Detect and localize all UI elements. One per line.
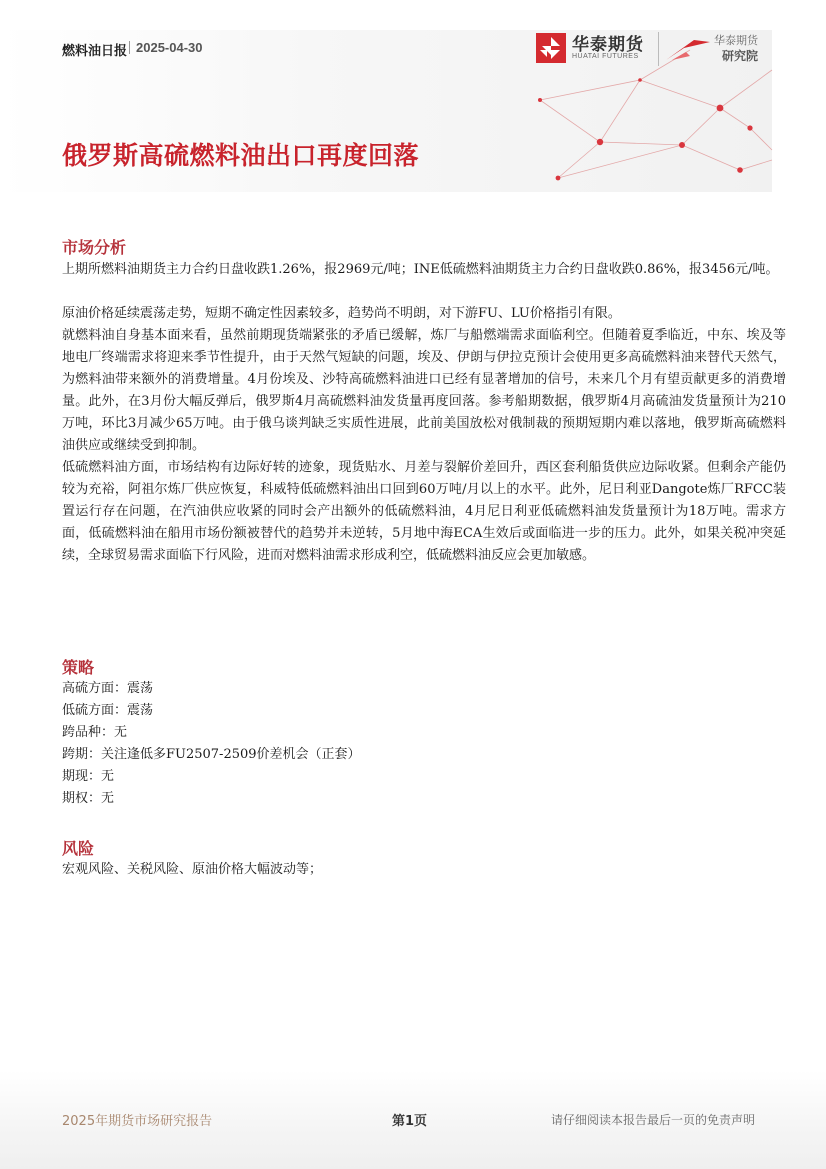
strategy-item: 跨品种：无 — [62, 725, 128, 740]
footer-disclaimer-note: 请仔细阅读本报告最后一页的免责声明 — [551, 1113, 756, 1127]
paragraph-gap — [62, 281, 786, 303]
risk-body — [62, 859, 786, 881]
strategy-item: 低硫方面：震荡 — [62, 703, 154, 718]
logo-divider — [658, 32, 659, 66]
risk-heading: 风险 — [62, 839, 95, 858]
huatai-futures-logo — [536, 30, 656, 68]
risk-text: 宏观风险、关税风险、原油价格大幅波动等； — [62, 862, 323, 877]
market-analysis-heading: 市场分析 — [62, 238, 127, 257]
header-separator — [129, 41, 130, 54]
market-analysis-body — [62, 259, 786, 567]
strategy-item: 期现：无 — [62, 769, 115, 784]
strategy-heading: 策略 — [62, 658, 95, 677]
logo-brand-english: HUATAI FUTURES — [572, 53, 639, 60]
logo-brand-name: 华泰期货 — [572, 35, 644, 55]
page-number: 第1页 — [392, 1114, 428, 1129]
analysis-paragraph: 上期所燃料油期货主力合约日盘收跌1.26%，报2969元/吨；INE低硫燃料油期货主力合约日盘收跌0.86%，报3456元/吨。 — [62, 262, 779, 277]
huatai-logo-icon — [536, 33, 566, 63]
research-logo-bottom: 研究院 — [722, 49, 759, 63]
research-logo-icon — [664, 34, 712, 64]
research-logo-top: 华泰期货 — [714, 34, 758, 47]
strategy-item: 跨期：关注逢低多FU2507-2509价差机会（正套） — [62, 747, 361, 762]
analysis-paragraph: 就燃料油自身基本面来看，虽然前期现货端紧张的矛盾已缓解，炼厂与船燃端需求面临利空。但随着夏季临近，中东、埃及等地电厂终端需求将迎来季节性提升，由于天然气短缺的问题，埃及、伊朗与伊拉克预计会使用更多高硫燃料油来替代天然气，为燃料油带来额外的消费增量。4月份埃及、沙特高硫燃料油进口已经有显著增加的信号，未来几个月有望贡献更多的消费增量。此外，在3月份大幅反弹后，俄罗斯4月高硫燃料油发货量再度回落。参考船期数据，俄罗斯4月高硫油发货量预计为210万吨，环比3月减少65万吨。由于俄乌谈判缺乏实质性进展，此前美国放松对俄制裁的预期短期内难以落地，俄罗斯高硫燃料油供应或继续受到抑制。 — [62, 328, 786, 453]
strategy-list — [62, 678, 786, 810]
page-header — [0, 0, 826, 200]
page-title: 俄罗斯高硫燃料油出口再度回落 — [62, 141, 420, 170]
strategy-item: 高硫方面：震荡 — [62, 681, 154, 696]
report-date: 2025-04-30 — [136, 40, 203, 55]
analysis-paragraph: 低硫燃料油方面，市场结构有边际好转的迹象，现货贴水、月差与裂解价差回升，西区套利船货供应边际收紧。但剩余产能仍较为充裕，阿祖尔炼厂供应恢复，科威特低硫燃料油出口回到60万吨/月以上的水平。此外，尼日利亚Dangote炼厂RFCC装置运行存在问题，在汽油供应收紧的同时会产出额外的低硫燃料油，4月尼日利亚低硫燃料油发货量预计为18万吨。需求方面，低硫燃料油在船用市场份额被替代的趋势并未逆转，5月地中海ECA生效后或面临进一步的压力。此外，如果关税冲突延续，全球贸易需求面临下行风险，进而对燃料油需求形成利空，低硫燃料油反应会更加敏感。 — [62, 460, 786, 563]
strategy-item: 期权：无 — [62, 791, 115, 806]
footer-report-name: 2025年期货市场研究报告 — [62, 1114, 213, 1129]
analysis-paragraph: 原油价格延续震荡走势，短期不确定性因素较多，趋势尚不明朗，对下游FU、LU价格指引有限。 — [62, 306, 621, 321]
report-type-label: 燃料油日报 — [62, 44, 128, 59]
research-institute-logo — [664, 30, 774, 68]
